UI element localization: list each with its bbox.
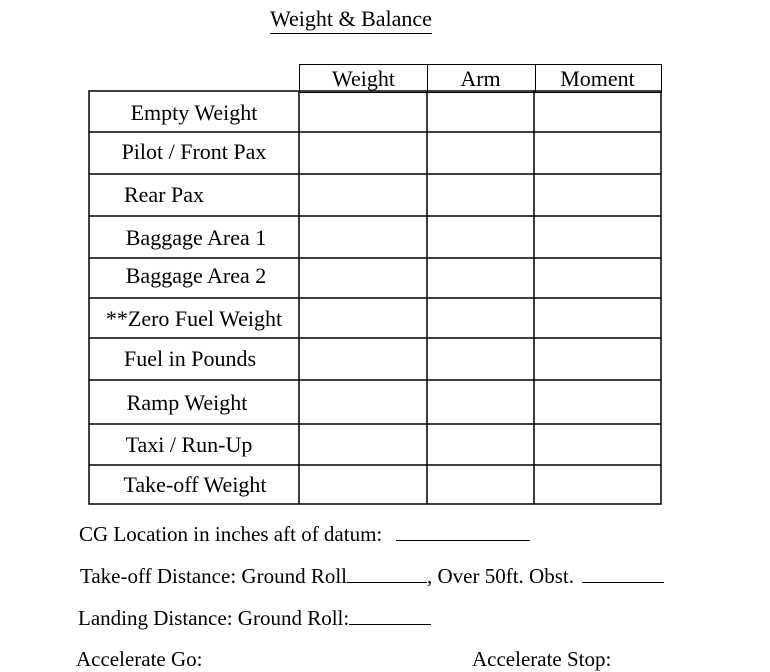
row-label-fuel-in-pounds: Fuel in Pounds bbox=[123, 346, 257, 371]
over-50ft-blank[interactable] bbox=[582, 564, 664, 583]
row-label-empty-weight: Empty Weight bbox=[130, 99, 258, 125]
row-label-baggage-area-1: Baggage Area 1 bbox=[125, 225, 267, 250]
landing-distance-label: Landing Distance: Ground Roll: bbox=[78, 606, 350, 630]
landing-distance-line bbox=[78, 605, 431, 631]
form-title: Weight & Balance bbox=[270, 6, 432, 34]
row-label-pilot-front-pax: Pilot / Front Pax bbox=[121, 139, 267, 164]
row-label-ramp-weight: Ramp Weight bbox=[126, 390, 248, 415]
table-cell[interactable] bbox=[300, 92, 426, 132]
takeoff-distance-label: Take-off Distance: Ground Roll bbox=[80, 564, 347, 588]
table-cell[interactable] bbox=[535, 92, 660, 132]
row-label-taxi-run-up: Taxi / Run-Up bbox=[125, 431, 253, 457]
accelerate-stop-line bbox=[472, 646, 611, 672]
column-header-arm: Arm bbox=[426, 64, 536, 93]
accelerate-go-line bbox=[76, 646, 203, 672]
column-header-moment: Moment bbox=[534, 64, 662, 93]
row-label-rear-pax: Rear Pax bbox=[123, 182, 205, 207]
column-header-weight: Weight bbox=[299, 64, 428, 93]
table-cell[interactable] bbox=[428, 92, 533, 132]
takeoff-ground-roll-blank[interactable] bbox=[347, 564, 427, 583]
takeoff-distance-line bbox=[80, 563, 664, 589]
cg-location-line bbox=[79, 521, 530, 547]
row-label-baggage-area-2: Baggage Area 2 bbox=[125, 263, 267, 288]
row-label-takeoff-weight: Take-off Weight bbox=[123, 471, 267, 497]
cg-location-blank[interactable] bbox=[396, 522, 530, 541]
row-label-zero-fuel-weight: **Zero Fuel Weight bbox=[105, 306, 283, 331]
over-50ft-label: , Over 50ft. Obst. bbox=[427, 564, 574, 588]
landing-ground-roll-blank[interactable] bbox=[349, 606, 431, 625]
accelerate-stop-label: Accelerate Stop: bbox=[472, 647, 612, 671]
accelerate-go-label: Accelerate Go: bbox=[76, 647, 203, 671]
cg-location-label: CG Location in inches aft of datum: bbox=[79, 522, 383, 546]
